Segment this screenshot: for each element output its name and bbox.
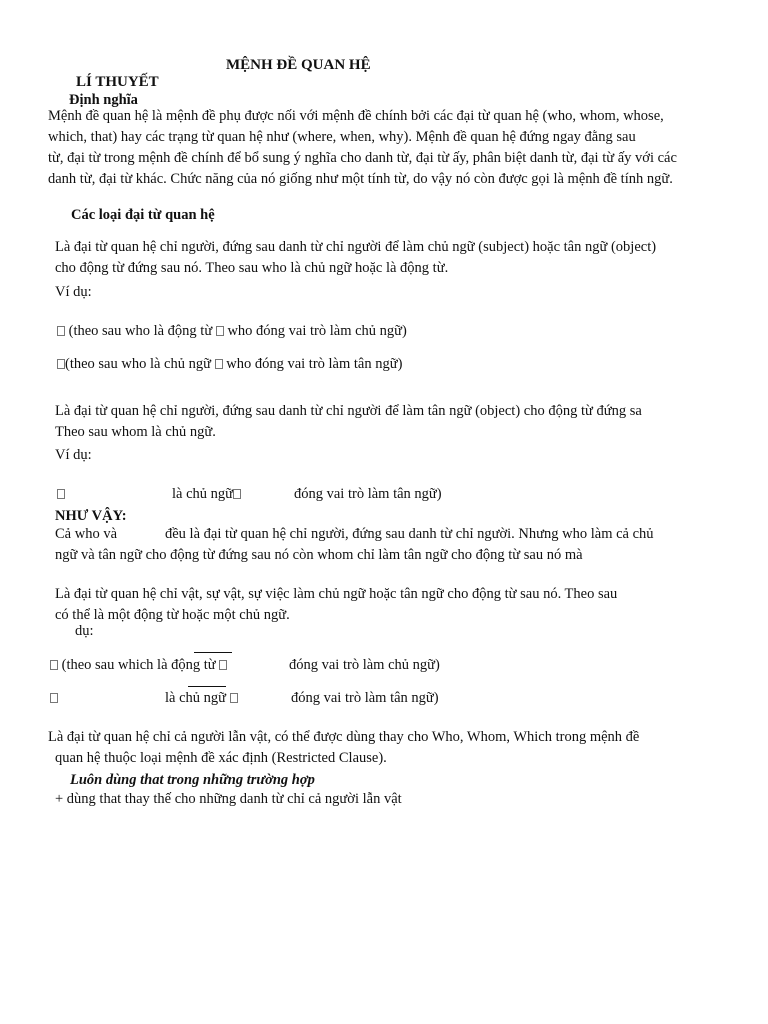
missing-glyph-icon: [57, 489, 65, 499]
which-example-2-box: [50, 689, 58, 707]
summary-line-2: ngữ và tân ngữ cho động từ đứng sau nó còn whom chỉ làm tân ngữ cho động từ sau nó mà: [55, 547, 583, 563]
blank-underline: [194, 652, 232, 653]
whom-example-1: là chủ ngữ: [172, 485, 241, 503]
which-desc-line: có thể là một động từ hoặc một chủ ngữ.: [55, 607, 290, 623]
summary-line-1a: Cả who và: [55, 526, 118, 542]
missing-glyph-icon: [216, 326, 224, 336]
which-desc-line: Là đại từ quan hệ chỉ vật, sự vật, sự việc làm chủ ngữ hoặc tân ngữ cho động từ sau nó. Theo sau: [55, 586, 618, 602]
which-example-1: (theo sau which là động từ: [50, 656, 227, 674]
definition-line: từ, đại từ trong mệnh đề chính để bổ sung ý nghĩa cho danh từ, đại từ ấy, phân biệt danh từ, đại từ ấy với các: [48, 150, 677, 166]
types-heading: Các loại đại từ quan hệ: [71, 207, 215, 223]
who-desc-line: Là đại từ quan hệ chỉ người, đứng sau danh từ chỉ người để làm chủ ngữ (subject) hoặc tân ngữ (object): [55, 239, 657, 255]
page-title: MỆNH ĐỀ QUAN HỆ: [226, 57, 371, 73]
who-example-1: (theo sau who là động từ who đóng vai trò làm chủ ngữ): [57, 322, 407, 340]
missing-glyph-icon: [219, 660, 227, 670]
missing-glyph-icon: [215, 359, 223, 369]
section-heading-theory: LÍ THUYẾT: [76, 74, 159, 90]
that-rule-1: + dùng that thay thế cho những danh từ chỉ cả người lẫn vật: [55, 791, 402, 807]
that-desc-line: quan hệ thuộc loại mệnh đề xác định (Restricted Clause).: [55, 750, 387, 766]
whom-example-label: Ví dụ:: [55, 447, 92, 463]
definition-heading: Định nghĩa: [69, 92, 138, 108]
missing-glyph-icon: [230, 693, 238, 703]
missing-glyph-icon: [57, 359, 65, 369]
whom-example-1-box: [57, 485, 65, 503]
whom-example-1-role: đóng vai trò làm tân ngữ): [294, 486, 442, 502]
which-example-label: dụ:: [75, 623, 94, 639]
whom-desc-line: Theo sau whom là chủ ngữ.: [55, 424, 216, 440]
who-example-label: Ví dụ:: [55, 284, 92, 300]
missing-glyph-icon: [50, 693, 58, 703]
definition-line: danh từ, đại từ khác. Chức năng của nó giống như một tính từ, do vậy nó còn được gọi là mệnh đề tính ngữ.: [48, 171, 673, 187]
missing-glyph-icon: [233, 489, 241, 499]
summary-heading: NHƯ VẬY:: [55, 508, 127, 524]
which-example-2-role: đóng vai trò làm tân ngữ): [291, 690, 439, 706]
which-example-2: là chủ ngữ: [165, 689, 238, 707]
whom-desc-line: Là đại từ quan hệ chỉ người, đứng sau danh từ chỉ người để làm tân ngữ (object) cho động từ đứng sa: [55, 403, 642, 419]
which-example-1-role: đóng vai trò làm chủ ngữ): [289, 657, 440, 673]
missing-glyph-icon: [50, 660, 58, 670]
that-desc-line: Là đại từ quan hệ chỉ cả người lẫn vật, có thể được dùng thay cho Who, Whom, Which trong mệnh đề: [48, 729, 640, 745]
who-desc-line: cho động từ đứng sau nó. Theo sau who là chủ ngữ hoặc là động từ.: [55, 260, 449, 276]
that-always-heading: Luôn dùng that trong những trường hợp: [70, 772, 315, 788]
missing-glyph-icon: [57, 326, 65, 336]
who-example-2: (theo sau who là chủ ngữ who đóng vai trò làm tân ngữ): [57, 355, 402, 373]
definition-line: Mệnh đề quan hệ là mệnh đề phụ được nối với mệnh đề chính bởi các đại từ quan hệ (who, whom, whose,: [48, 108, 664, 124]
definition-line: which, that) hay các trạng từ quan hệ như (where, when, why). Mệnh đề quan hệ đứng ngay đằng sau: [48, 129, 636, 145]
blank-underline: [188, 686, 226, 687]
summary-line-1b: đều là đại từ quan hệ chỉ người, đứng sau danh từ chỉ người. Nhưng who làm cả chủ: [165, 526, 654, 542]
